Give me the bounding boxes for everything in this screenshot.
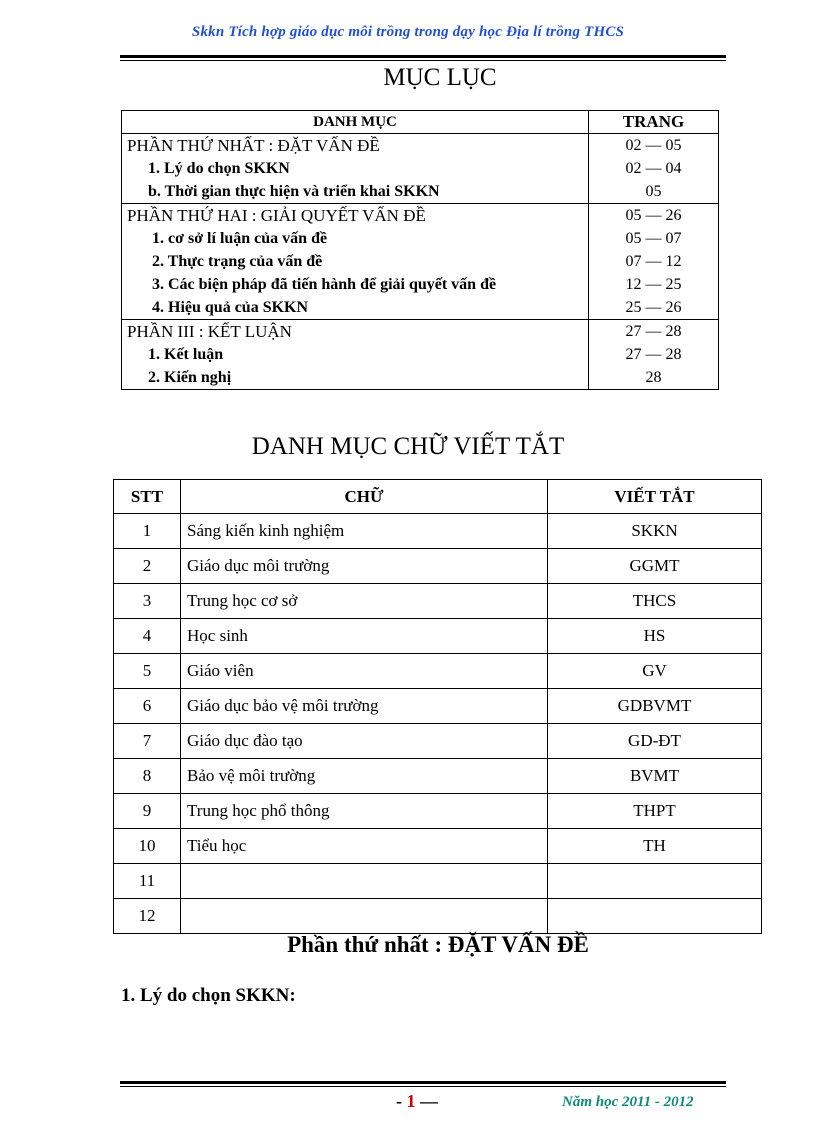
cell-word: Giáo dục bảo vệ môi trường <box>181 689 548 724</box>
toc-item-pages: 02 — 04 <box>625 160 682 177</box>
cell-word: Bảo vệ môi trường <box>181 759 548 794</box>
cell-stt: 9 <box>114 794 181 829</box>
toc-item-pages: 05 — 07 <box>625 230 682 247</box>
cell-abbr: GDBVMT <box>548 689 762 724</box>
toc-item-label: 4. Hiệu quả của SKKN <box>152 299 309 316</box>
footer-rule-thin <box>120 1086 726 1087</box>
cell-abbr: BVMT <box>548 759 762 794</box>
cell-stt: 3 <box>114 584 181 619</box>
cell-word: Giáo dục môi trường <box>181 549 548 584</box>
toc-part-pages: 27 — 28 <box>625 323 682 340</box>
table-row <box>114 584 762 619</box>
cell-abbr <box>548 899 762 934</box>
cell-abbr: SKKN <box>548 514 762 549</box>
toc-part-pages: 05 — 26 <box>625 207 682 224</box>
toc-item-pages: 28 <box>645 369 662 386</box>
cell-abbr: TH <box>548 829 762 864</box>
running-header: Skkn Tích hợp giáo dục môi trồng trong dạy học Địa lí trồng THCS <box>191 24 625 40</box>
table-row <box>114 864 762 899</box>
cell-word: Trung học cơ sở <box>181 584 548 619</box>
header-rule-thick <box>120 55 726 58</box>
school-year: Năm học 2011 - 2012 <box>562 1094 694 1110</box>
cell-stt: 11 <box>114 864 181 899</box>
toc-item-label: 2. Thực trạng của vấn đề <box>152 253 323 270</box>
toc-item-label: 1. Kết luận <box>148 346 224 363</box>
toc-section-1 <box>122 134 718 204</box>
reason-heading: 1. Lý do chọn SKKN: <box>121 985 296 1006</box>
cell-abbr: GGMT <box>548 549 762 584</box>
cell-word: Giáo dục đào tạo <box>181 724 548 759</box>
toc-header-category: DANH MỤC <box>122 111 589 133</box>
cell-stt: 5 <box>114 654 181 689</box>
table-row <box>114 724 762 759</box>
toc-part-label: PHẦN THỨ NHẤT : ĐẶT VẤN ĐỀ <box>127 136 380 155</box>
cell-word: Sáng kiến kinh nghiệm <box>181 514 548 549</box>
toc-item-label: b. Thời gian thực hiện và triển khai SKKN <box>148 183 440 200</box>
toc-item-pages: 07 — 12 <box>625 253 682 270</box>
cell-abbr: THCS <box>548 584 762 619</box>
page-number-prefix: - <box>396 1091 407 1111</box>
cell-word: Trung học phổ thông <box>181 794 548 829</box>
table-row <box>114 514 762 549</box>
toc-item-label: 1. Lý do chọn SKKN <box>148 160 290 177</box>
cell-stt: 1 <box>114 514 181 549</box>
toc-item-pages: 25 — 26 <box>625 299 682 316</box>
cell-word: Giáo viên <box>181 654 548 689</box>
header-abbr: VIẾT TẮT <box>548 480 762 514</box>
cell-abbr: THPT <box>548 794 762 829</box>
toc-table <box>121 110 719 390</box>
toc-item-label: 2. Kiến nghị <box>148 369 232 386</box>
cell-abbr <box>548 864 762 899</box>
toc-header-page: TRANG <box>622 112 685 131</box>
table-row <box>114 549 762 584</box>
abbreviation-title: DANH MỤC CHỮ VIẾT TẮT <box>251 433 565 460</box>
table-row <box>114 654 762 689</box>
toc-item-label: 3. Các biện pháp đã tiến hành để giải quyết vấn đề <box>152 276 497 293</box>
toc-part-label: PHẦN THỨ HAI : GIẢI QUYẾT VẤN ĐỀ <box>127 206 426 225</box>
table-row <box>114 689 762 724</box>
toc-section-3 <box>122 320 718 389</box>
cell-word <box>181 864 548 899</box>
cell-abbr: GV <box>548 654 762 689</box>
toc-title: MỤC LỤC <box>383 64 497 91</box>
toc-header-row <box>122 111 718 134</box>
toc-section-2 <box>122 204 718 320</box>
toc-item-pages: 12 — 25 <box>625 276 682 293</box>
toc-part-label: PHẦN III : KẾT LUẬN <box>127 322 292 341</box>
toc-item-pages: 27 — 28 <box>625 346 682 363</box>
table-row <box>114 829 762 864</box>
header-word: CHỮ <box>181 480 548 514</box>
toc-item-label: 1. cơ sở lí luận của vấn đề <box>152 230 328 247</box>
cell-stt: 7 <box>114 724 181 759</box>
header-rule-thin <box>120 60 726 61</box>
table-row <box>114 899 762 934</box>
cell-word: Học sinh <box>181 619 548 654</box>
cell-abbr: HS <box>548 619 762 654</box>
toc-part-pages: 02 — 05 <box>625 137 682 154</box>
cell-word: Tiểu học <box>181 829 548 864</box>
table-row <box>114 759 762 794</box>
page-number <box>396 1091 438 1112</box>
table-row <box>114 619 762 654</box>
toc-item-pages: 05 <box>645 183 662 200</box>
page-number-digit: 1 <box>406 1091 416 1111</box>
cell-stt: 10 <box>114 829 181 864</box>
abbreviation-table <box>113 479 762 934</box>
table-row <box>114 794 762 829</box>
cell-abbr: GD-ĐT <box>548 724 762 759</box>
cell-stt: 4 <box>114 619 181 654</box>
cell-word <box>181 899 548 934</box>
part-one-heading: Phần thứ nhất : ĐẶT VẤN ĐỀ <box>287 932 589 957</box>
page-number-suffix: — <box>415 1091 438 1111</box>
footer-rule-thick <box>120 1081 726 1084</box>
cell-stt: 8 <box>114 759 181 794</box>
cell-stt: 2 <box>114 549 181 584</box>
header-stt: STT <box>114 480 181 514</box>
abbreviation-header-row <box>114 480 762 514</box>
cell-stt: 6 <box>114 689 181 724</box>
cell-stt: 12 <box>114 899 181 934</box>
